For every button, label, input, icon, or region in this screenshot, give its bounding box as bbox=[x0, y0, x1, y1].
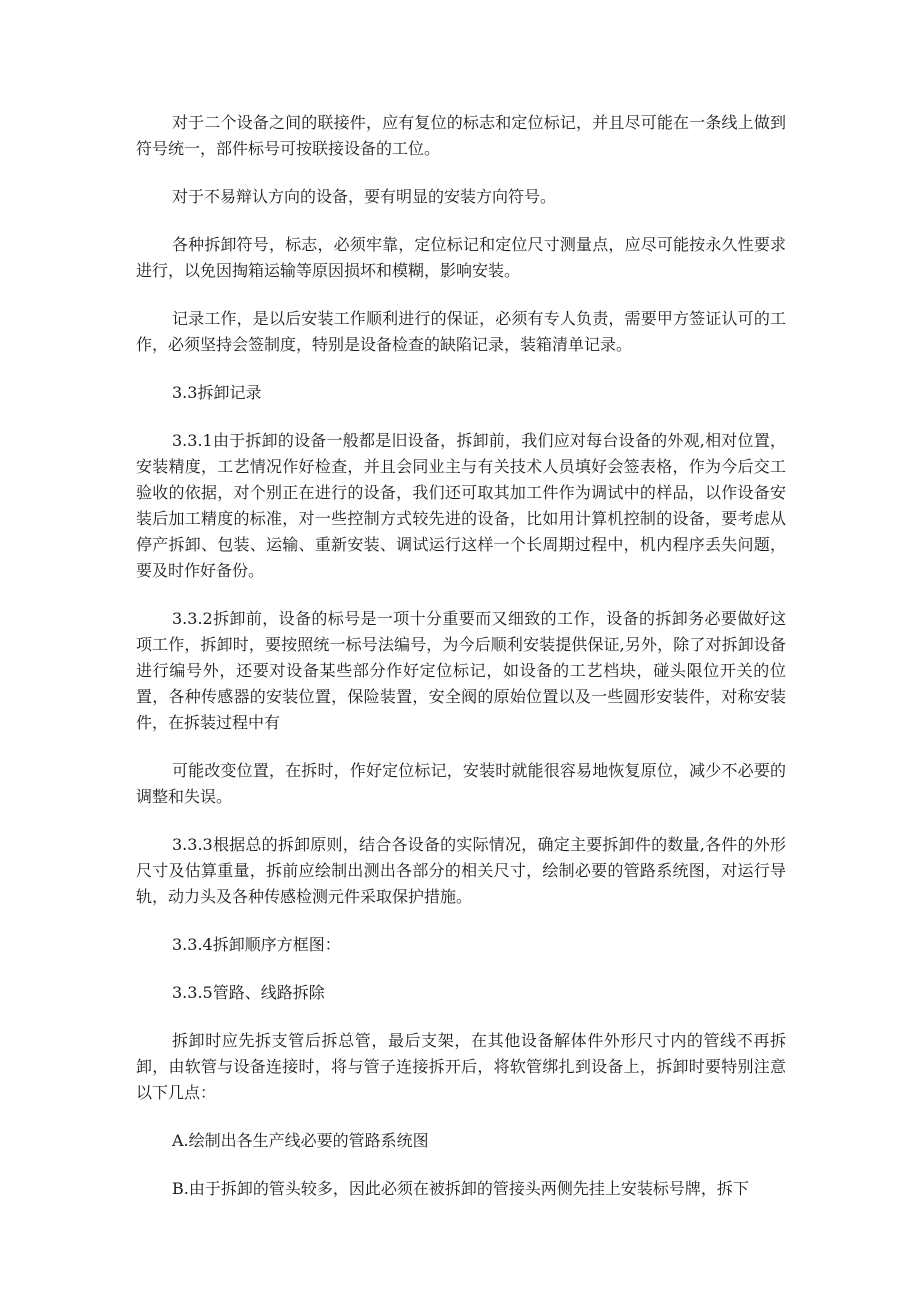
paragraph-connector-marks: 对于二个设备之间的联接件，应有复位的标志和定位标记，并且尽可能在一条线上做到符号统一，部件标号可按联接设备的工位。 bbox=[136, 113, 786, 158]
paragraph-3-3-2-continued: 可能改变位置，在拆时，作好定位标记，安装时就能很容易地恢复原位，减少不必要的调整和失误。 bbox=[136, 761, 786, 806]
paragraph-3-3-3: 3.3.3根据总的拆卸原则，结合各设备的实际情况，确定主要拆卸件的数量,各件的外形尺寸及估算重量，拆前应绘制出测出各部分的相关尺寸，绘制必要的管路系统图，对运行导轨，动力头及各种传感检测元件采取保护措施。 bbox=[136, 835, 786, 906]
list-item-b: B.由于拆卸的管头较多，因此必须在被拆卸的管接头两侧先挂上安装标号牌，拆下 bbox=[172, 1179, 749, 1198]
section-heading-3-3: 3.3拆卸记录 bbox=[172, 383, 262, 402]
list-item-a: A.绘制出各生产线必要的管路系统图 bbox=[172, 1131, 429, 1150]
section-heading-3-3-5: 3.3.5管路、线路拆除 bbox=[172, 983, 325, 1002]
paragraph-record-work: 记录工作，是以后安装工作顺利进行的保证，必须有专人负责，需要甲方签证认可的工作，必须坚持会签制度，特别是设备检查的缺陷记录，装箱清单记录。 bbox=[136, 309, 786, 354]
paragraph-direction-symbol: 对于不易辩认方向的设备，要有明显的安装方向符号。 bbox=[172, 187, 557, 206]
section-heading-3-3-4: 3.3.4拆卸顺序方框图： bbox=[172, 935, 341, 954]
paragraph-pipe-removal: 拆卸时应先拆支管后拆总管，最后支架，在其他设备解体件外形尺寸内的管线不再拆卸，由软管与设备连接时，将与管子连接拆开后，将软管绑扎到设备上，拆卸时要特别注意以下几点： bbox=[136, 1031, 786, 1102]
paragraph-3-3-2: 3.3.2拆卸前，设备的标号是一项十分重要而又细致的工作，设备的拆卸务必要做好这项工作，拆卸时，要按照统一标号法编号，为今后顺利安装提供保证,另外，除了对拆卸设备进行编号外，还要对设备某些部分作好定位标记，如设备的工艺档块，碰头限位开关的位置，各种传感器的安装位置，保险装置，安全阀的原始位置以及一些圆形安装件，对称安装件，在拆装过程中有 bbox=[136, 609, 786, 732]
paragraph-durable-marks: 各种拆卸符号，标志，必须牢靠，定位标记和定位尺寸测量点，应尽可能按永久性要求进行，以免因掏箱运输等原因损坏和模糊，影响安装。 bbox=[136, 235, 786, 280]
paragraph-3-3-1: 3.3.1由于拆卸的设备一般都是旧设备，拆卸前，我们应对每台设备的外观,相对位置，安装精度，工艺情况作好检查，并且会同业主与有关技术人员填好会签表格，作为今后交工验收的依据，对个别正在进行的设备，我们还可取其加工件作为调试中的样品，以作设备安装后加工精度的标准，对一些控制方式较先进的设备，比如用计算机控制的设备，要考虑从停产拆卸、包装、运输、重新安装、调试运行这样一个长周期过程中，机内程序丢失问题，要及时作好备份。 bbox=[136, 431, 786, 580]
document-body bbox=[136, 110, 786, 1224]
